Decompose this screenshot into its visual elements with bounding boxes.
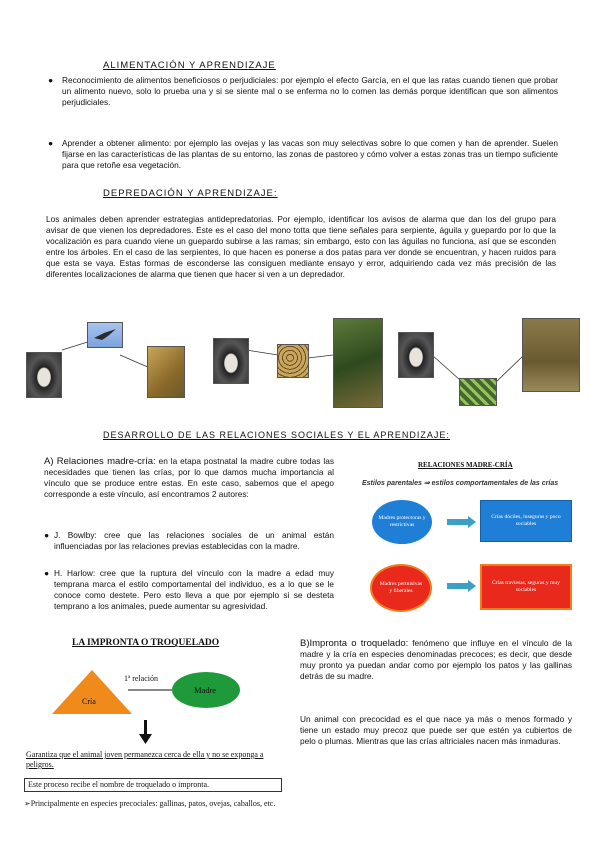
section-title-alimentacion: ALIMENTACIÓN Y APRENDIZAJE xyxy=(103,60,276,71)
madre-label: Madre xyxy=(194,685,217,695)
paragraph-depredacion: Los animales deben aprender estrategias antidepredatorias. Por ejemplo, identificar los avisos de alarma que dan los del grupo para avisar de que vienen los depredadores. Este es el caso del mono totta que tiene señales para serpiente, águila y guepardo por lo que la vocalización es para cuando viene un guepardo subirse a las ramas; sin embargo, esto con las águilas no funciona, así que se esconden entre los árboles. En el caso de las serpientes, lo que hacen es ponerse a dos patas para ver donde se encuentran, y hacen ruidos para que esta se vaya. Estas formas de esconderse las consiguen mediante ensayo y error, adquiriendo cada vez más precisión de las diferentes localizaciones de alarma que tienen que hacer si ven a un depredador. xyxy=(46,214,556,279)
bullet-text: Aprender a obtener alimento: por ejemplo las ovejas y las vacas son muy selectivas sobre lo que comen y han de aprender. Suelen fijarse en las características de las plantas de su entorno, las zonas de pastoreo y cómo volver a estas zonas tras un tiempo suficiente para que retoñe esa vegetación. xyxy=(62,138,558,170)
diagram-subtitle: Estilos parentales ⇒ estilos comportamentales de las crías xyxy=(362,480,559,487)
impronta-diagram xyxy=(40,652,290,724)
monkey-in-tree-image xyxy=(333,318,383,408)
bullet-text: H. Harlow: cree que la ruptura del vínculo con la madre a edad muy temprana marca el estilo comportamental del individuo, es a lo que se le conoce como destete. Pero esto lleva a que por ejemplo si se desteta temprano a los animales, puede aumentar su agresividad. xyxy=(54,568,334,611)
section-title-relaciones-sociales: DESARROLLO DE LAS RELACIONES SOCIALES Y EL APRENDIZAJE: xyxy=(103,430,450,440)
arrow-right-icon xyxy=(447,519,469,525)
box-madres-permisivas: Madres permisivas y liberales xyxy=(370,564,432,612)
monkey-alarm-face-image-1 xyxy=(26,352,62,398)
heading-madre-cria: A) Relaciones madre-cría: xyxy=(44,456,156,467)
cria-label: Cría xyxy=(82,697,96,706)
diagram-title: RELACIONES MADRE-CRÍA xyxy=(418,461,513,469)
monkey-on-ground-image xyxy=(147,346,185,398)
bullet-dot-icon: ● xyxy=(48,75,54,85)
paragraph-impronta xyxy=(300,638,572,682)
bullet-dot-icon: ● xyxy=(48,138,54,148)
text-madre-cria: en la etapa postnatal la madre cubre todas las necesidades que tienen las crías, por lo que damos mucha importancia al vínculo que se produce entre estas. En este caso, sabemos que el apego corresponde a este vínculo, así encontramos 2 autores: xyxy=(44,456,334,499)
eagle-image xyxy=(87,322,123,348)
box-crias-dociles: Crías dóciles, inseguras y poco sociables xyxy=(480,500,572,542)
bullet-item-harlow xyxy=(44,568,334,612)
snake-image xyxy=(459,378,497,406)
cheetah-image xyxy=(277,344,309,378)
bullet-text: Reconocimiento de alimentos beneficiosos o perjudiciales: por ejemplo el efecto García, en el que las ratas cuando tienen que probar un alimento nuevo, solo lo prueba una y si se siente mal o se enferma no lo comen las demás porque identifican que son alimentos perjudiciales. xyxy=(62,75,558,107)
impronta-boxed-text: Este proceso recibe el nombre de troquelado o impronta. xyxy=(24,778,282,792)
box-madres-protectoras: Madres protectoras y restrictivas xyxy=(372,500,432,544)
paragraph-precocidad: Un animal con precocidad es el que nace ya más o menos formado y tiene un estado muy precoz que puede ser que estén ya cubiertos de pelo o plumas. Mientras que las crías altriciales nacen más inmaduras. xyxy=(300,714,572,746)
arrow-head-icon xyxy=(468,580,476,592)
down-arrow-icon xyxy=(138,720,154,746)
bullet-text: J. Bowlby: cree que las relaciones sociales de un animal están influenciadas por las relaciones previas establecidas con la madre. xyxy=(54,530,334,551)
section-title-depredacion: DEPREDACIÓN Y APRENDIZAJE: xyxy=(103,188,278,199)
eagle-icon xyxy=(88,323,122,347)
heading-impronta: B)Impronta o troquelado: xyxy=(300,638,409,649)
bullet-dot-icon: ● xyxy=(44,568,50,578)
bullet-item-bowlby xyxy=(44,530,334,552)
monkey-alarm-face-image-3 xyxy=(398,332,434,378)
monkey-standing-image xyxy=(522,318,580,392)
cria-triangle xyxy=(52,670,132,714)
bullet-dot-icon: ● xyxy=(44,530,50,540)
arrow-head-icon xyxy=(468,516,476,528)
impronta-footer: ➢Principalmente en especies precociales: gallinas, patos, ovejas, caballos, etc. xyxy=(24,799,276,808)
monkey-alarm-face-image-2 xyxy=(213,338,249,384)
text-impronta: fenómeno que influye en el vínculo de la madre y la cría en especies denominadas precoces; es decir, que desde muy pronto ya puedan andar como por ejemplo los patos y las gallinas detrás de su madre. xyxy=(300,638,572,681)
relation-label: 1ª relación xyxy=(124,674,158,683)
paragraph-madre-cria xyxy=(44,456,334,500)
impronta-caption: Garantiza que el animal joven permanezca cerca de ella y no se exponga a peligros. xyxy=(26,750,264,769)
bullet-item-efecto-garcia xyxy=(48,75,558,108)
bullet-item-obtener-alimento xyxy=(48,138,558,171)
arrow-right-icon xyxy=(447,583,469,589)
impronta-title: LA IMPRONTA O TROQUELADO xyxy=(72,638,220,648)
box-crias-traviesas: Crías traviesas, seguras y muy sociables xyxy=(480,564,572,610)
